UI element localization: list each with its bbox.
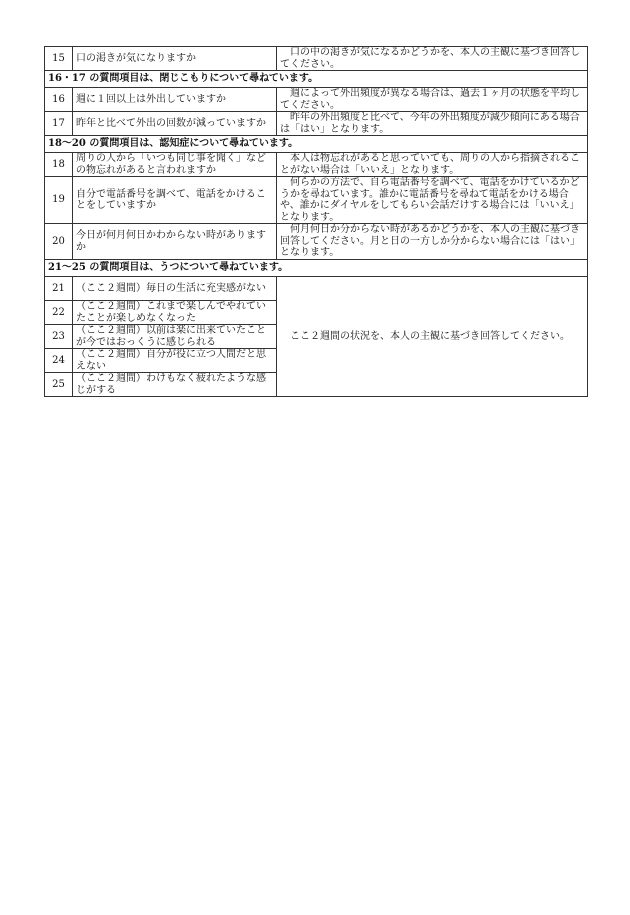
- item-question: 今日が何月何日かわからない時がありますか: [73, 224, 277, 260]
- table-row: [45, 112, 588, 136]
- item-number: 22: [45, 301, 73, 325]
- item-guidance: 何らかの方法で、自ら電話番号を調べて、電話をかけているかどうかを尋ねています。誰かに電話番号を尋ねて電話をかける場合や、誰かにダイヤルをしてもらい会話だけする場合には「いいえ」となります。: [277, 177, 588, 224]
- item-question: 週に１回以上は外出していますか: [73, 88, 277, 112]
- section-header-row: [45, 71, 588, 88]
- item-number: 24: [45, 349, 73, 373]
- table-row: [45, 277, 588, 301]
- item-question: （ここ２週間）これまで楽しんでやれていたことが楽しめなくなった: [73, 301, 277, 325]
- item-number: 25: [45, 373, 73, 397]
- item-number: 19: [45, 177, 73, 224]
- item-question: （ここ２週間）自分が役に立つ人間だと思えない: [73, 349, 277, 373]
- item-question: 周りの人から「いつも同じ事を聞く」などの物忘れがあると言われますか: [73, 153, 277, 177]
- item-guidance: 本人は物忘れがあると思っていても、周りの人から指摘されることがない場合は「いいえ」となります。: [277, 153, 588, 177]
- item-guidance: 口の中の渇きが気になるかどうかを、本人の主観に基づき回答してください。: [277, 47, 588, 71]
- item-guidance: 昨年の外出頻度と比べて、今年の外出頻度が減少傾向にある場合は「はい」となります。: [277, 112, 588, 136]
- item-question: 口の渇きが気になりますか: [73, 47, 277, 71]
- questionnaire-table: [44, 46, 588, 397]
- depression-guidance: ここ２週間の状況を、本人の主観に基づき回答してください。: [277, 277, 588, 397]
- section-header-row: [45, 136, 588, 153]
- table-row: [45, 47, 588, 71]
- item-question: （ここ２週間）以前は楽に出来ていたことが今ではおっくうに感じられる: [73, 325, 277, 349]
- section-header: 21〜25 の質問項目は、うつについて尋ねています。: [45, 260, 588, 277]
- item-number: 23: [45, 325, 73, 349]
- table-row: [45, 153, 588, 177]
- item-number: 17: [45, 112, 73, 136]
- section-header: 18〜20 の質問項目は、認知症について尋ねています。: [45, 136, 588, 153]
- item-question: 自分で電話番号を調べて、電話をかけることをしていますか: [73, 177, 277, 224]
- section-header-row: [45, 260, 588, 277]
- table-row: [45, 177, 588, 224]
- item-number: 20: [45, 224, 73, 260]
- item-number: 16: [45, 88, 73, 112]
- table-row: [45, 88, 588, 112]
- item-question: （ここ２週間）毎日の生活に充実感がない: [73, 277, 277, 301]
- item-number: 15: [45, 47, 73, 71]
- item-guidance: 週によって外出頻度が異なる場合は、過去１ヶ月の状態を平均してください。: [277, 88, 588, 112]
- item-question: 昨年と比べて外出の回数が減っていますか: [73, 112, 277, 136]
- item-number: 18: [45, 153, 73, 177]
- item-guidance: 何月何日か分からない時があるかどうかを、本人の主観に基づき回答してください。月と日の一方しか分からない場合には「はい」となります。: [277, 224, 588, 260]
- item-question: （ここ２週間）わけもなく疲れたような感じがする: [73, 373, 277, 397]
- section-header: 16・17 の質問項目は、閉じこもりについて尋ねています。: [45, 71, 588, 88]
- item-number: 21: [45, 277, 73, 301]
- table-row: [45, 224, 588, 260]
